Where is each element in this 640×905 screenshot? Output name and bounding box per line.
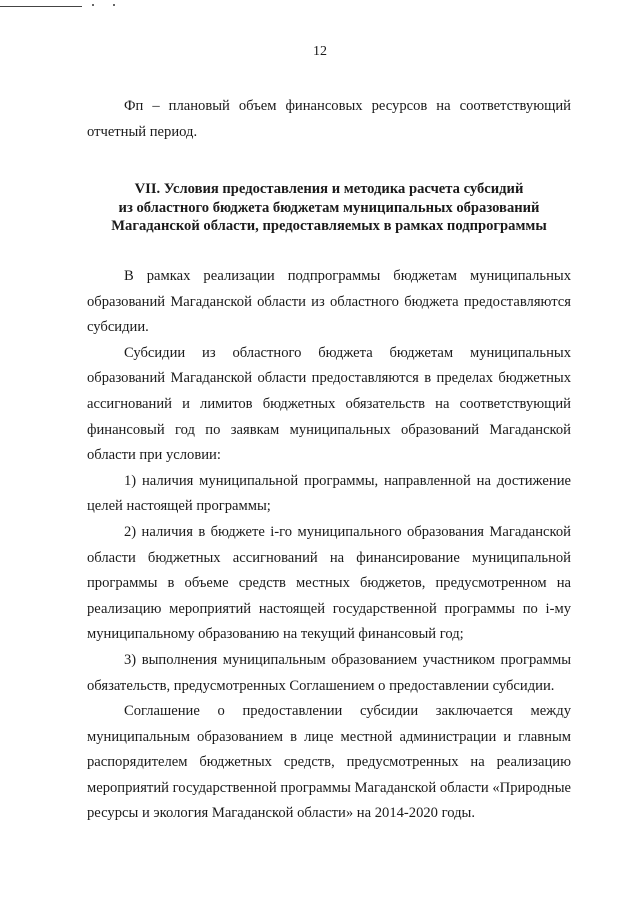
section-heading-line: из областного бюджета бюджетам муниципальных образований — [118, 199, 540, 216]
scan-artifact-dot — [92, 4, 94, 6]
scan-artifact-line — [0, 6, 82, 7]
list-item: 2) наличия в бюджете i-го муниципального образования Магаданской области бюджетных ассигнований на финансирование муниципальной программы в объеме средств местных бюджетов, предусмотренном на реализацию мероприятий настоящей государственной программы по i-му муниципальному образованию на текущий финансовый год; — [87, 523, 571, 643]
section-heading — [87, 180, 571, 236]
section-heading-line: VII. Условия предоставления и методика расчета субсидий — [134, 181, 524, 197]
list-item: 3) выполнения муниципальным образованием участником программы обязательств, предусмотренных Соглашением о предоставлении субсидии. — [87, 651, 571, 694]
list-item: 1) наличия муниципальной программы, направленной на достижение целей настоящей программы; — [87, 472, 571, 515]
page-number: 12 — [313, 44, 327, 59]
body-paragraph: В рамках реализации подпрограммы бюджетам муниципальных образований Магаданской области из областного бюджета предоставляются субсидии. — [87, 268, 571, 336]
intro-paragraph: Фп – плановый объем финансовых ресурсов на соответствующий отчетный период. — [87, 98, 571, 140]
scan-artifact-dot — [113, 4, 115, 6]
section-heading-line: Магаданской области, предоставляемых в рамках подпрограммы — [111, 218, 547, 234]
intro-block — [87, 94, 571, 145]
body-paragraph: Субсидии из областного бюджета бюджетам муниципальных образований Магаданской области предоставляются в пределах бюджетных ассигнований и лимитов бюджетных обязательств на соответствующий финансовый год по заявкам муниципальных образований Магаданской области при условии: — [87, 344, 571, 464]
body-text — [87, 264, 571, 827]
body-paragraph: Соглашение о предоставлении субсидии заключается между муниципальным образованием в лице местной администрации и главным распорядителем бюджетных средств, предусмотренных на реализацию мероприятий государственной программы Магаданской области «Природные ресурсы и экология Магаданской области» на 2014-2020 годы. — [87, 703, 571, 822]
